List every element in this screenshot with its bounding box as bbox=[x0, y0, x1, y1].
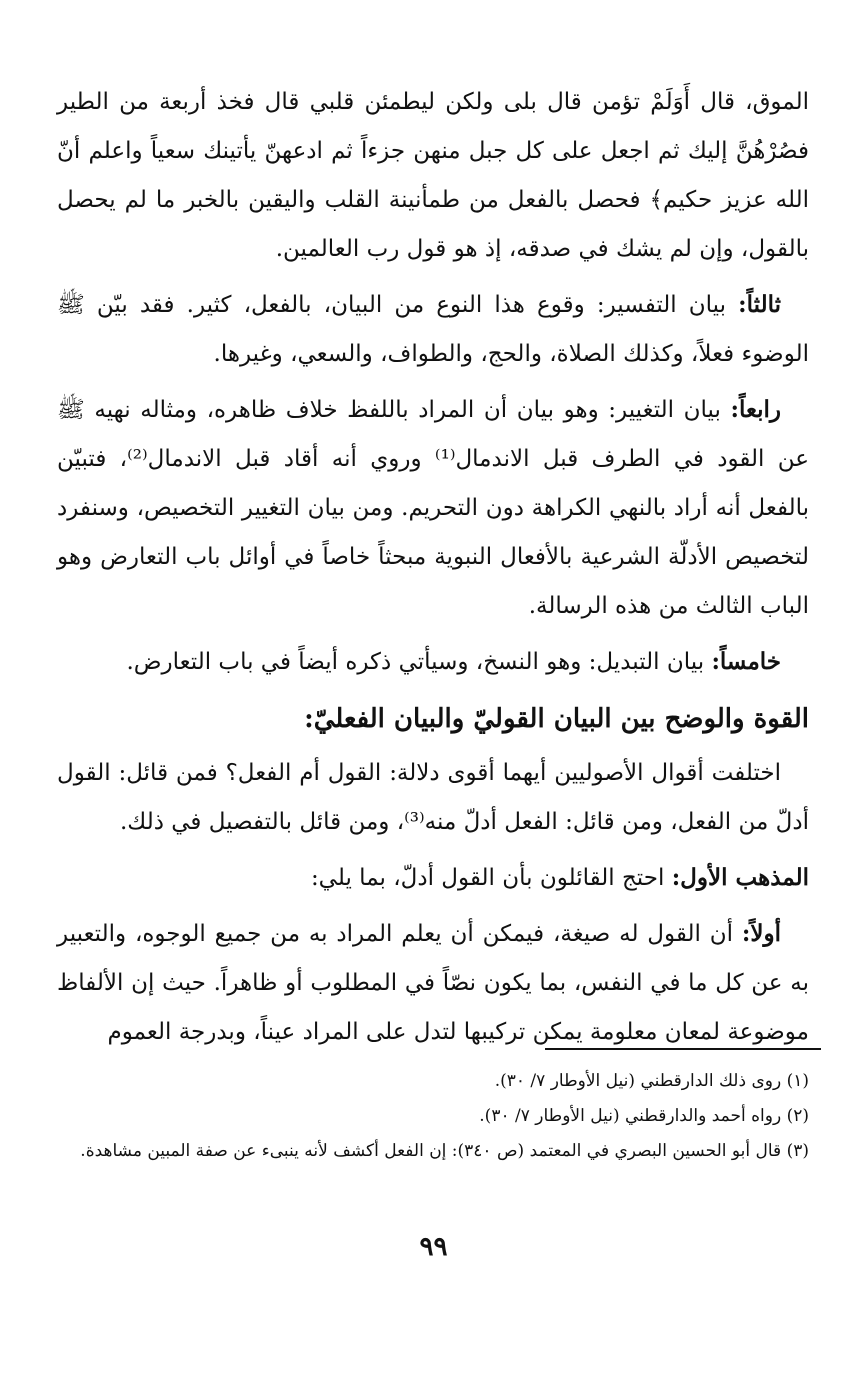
paragraph-6-text: احتج القائلون بأن القول أدلّ، بما يلي: bbox=[310, 865, 665, 891]
paragraph-4 bbox=[57, 637, 809, 687]
paragraph-2-lead: ثالثاً: bbox=[738, 291, 781, 318]
paragraph-3-lead: رابعاً: bbox=[730, 396, 782, 423]
paragraph-2-text: بيان التفسير: وقوع هذا النوع من البيان، بالفعل، كثير. فقد بيّن ﷺ الوضوء فعلاً، وكذلك الصلاة، والحج، والطواف، والسعي، وغيرها. bbox=[57, 292, 809, 367]
paragraph-7-lead: أولاً: bbox=[741, 920, 781, 947]
footnote-divider bbox=[545, 1048, 821, 1050]
paragraph-4-text: بيان التبديل: وهو النسخ، وسيأتي ذكره أيضاً في باب التعارض. bbox=[126, 649, 705, 675]
page-number: ٩٩ bbox=[419, 1232, 448, 1262]
paragraph-5-text: اختلفت أقوال الأصوليين أيهما أقوى دلالة: القول أم الفعل؟ فمن قائل: القول أدلّ من الفعل، ومن قائل: الفعل أدلّ منه⁽³⁾، ومن قائل بالتفصيل في ذلك. bbox=[57, 760, 809, 835]
paragraph-6-lead: المذهب الأول: bbox=[671, 864, 809, 891]
footnote-1: (١) روى ذلك الدارقطني (نيل الأوطار ٧/ ٣٠). bbox=[494, 1071, 809, 1091]
paragraph-3 bbox=[57, 385, 809, 631]
footnotes bbox=[57, 1066, 809, 1171]
paragraph-1-text: الموق، قال أَوَلَمْ تؤمن قال بلى ولكن ليطمئن قلبي قال فخذ أربعة من الطير فصُرْهُنَّ إليك ثم اجعل على كل جبل منهن جزءاً ثم ادعهنّ يأتينك سعياً واعلم أنّ الله عزيز حكيم﴾ فحصل بالفعل من طمأنينة القلب واليقين بالخبر ما لم يحصل بالقول، وإن لم يشك في صدقه، إذ هو قول رب العالمين. bbox=[57, 89, 809, 262]
paragraph-3-text: بيان التغيير: وهو بيان أن المراد باللفظ خلاف ظاهره، ومثاله نهيه ﷺ عن القود في الطرف قبل الاندمال⁽¹⁾ وروي أنه أقاد قبل الاندمال⁽²⁾، فتبيّن بالفعل أنه أراد بالنهي الكراهة دون التحريم. ومن بيان التغيير التخصيص، وسنفرد لتخصيص الأدلّة الشرعية بالأفعال النبوية مبحثاً خاصاً في أوائل باب التعارض وهو الباب الثالث من هذه الرسالة. bbox=[57, 397, 809, 619]
paragraph-7 bbox=[57, 909, 809, 1057]
paragraph-7-text: أن القول له صيغة، فيمكن أن يعلم المراد به من جميع الوجوه، والتعبير به عن كل ما في النفس، بما يكون نصّاً في المطلوب أو ظاهراً. حيث إن الألفاظ موضوعة لمعان معلومة يمكن تركيبها لتدل على المراد عيناً، وبدرجة العموم bbox=[57, 921, 809, 1045]
paragraph-2 bbox=[57, 280, 809, 379]
paragraph-5 bbox=[57, 749, 809, 847]
paragraph-4-lead: خامساً: bbox=[711, 648, 781, 675]
paragraph-1 bbox=[57, 78, 809, 274]
section-heading: القوة والوضح بين البيان القوليّ والبيان الفعليّ: bbox=[304, 704, 809, 734]
paragraph-6 bbox=[57, 853, 809, 903]
main-text bbox=[57, 78, 809, 1063]
footnote-2: (٢) رواه أحمد والدارقطني (نيل الأوطار ٧/ ٣٠). bbox=[479, 1106, 809, 1126]
footnote-3: (٣) قال أبو الحسين البصري في المعتمد (ص ٣٤٠): إن الفعل أكشف لأنه ينبىء عن صفة المبين مشاهدة. bbox=[80, 1141, 809, 1161]
